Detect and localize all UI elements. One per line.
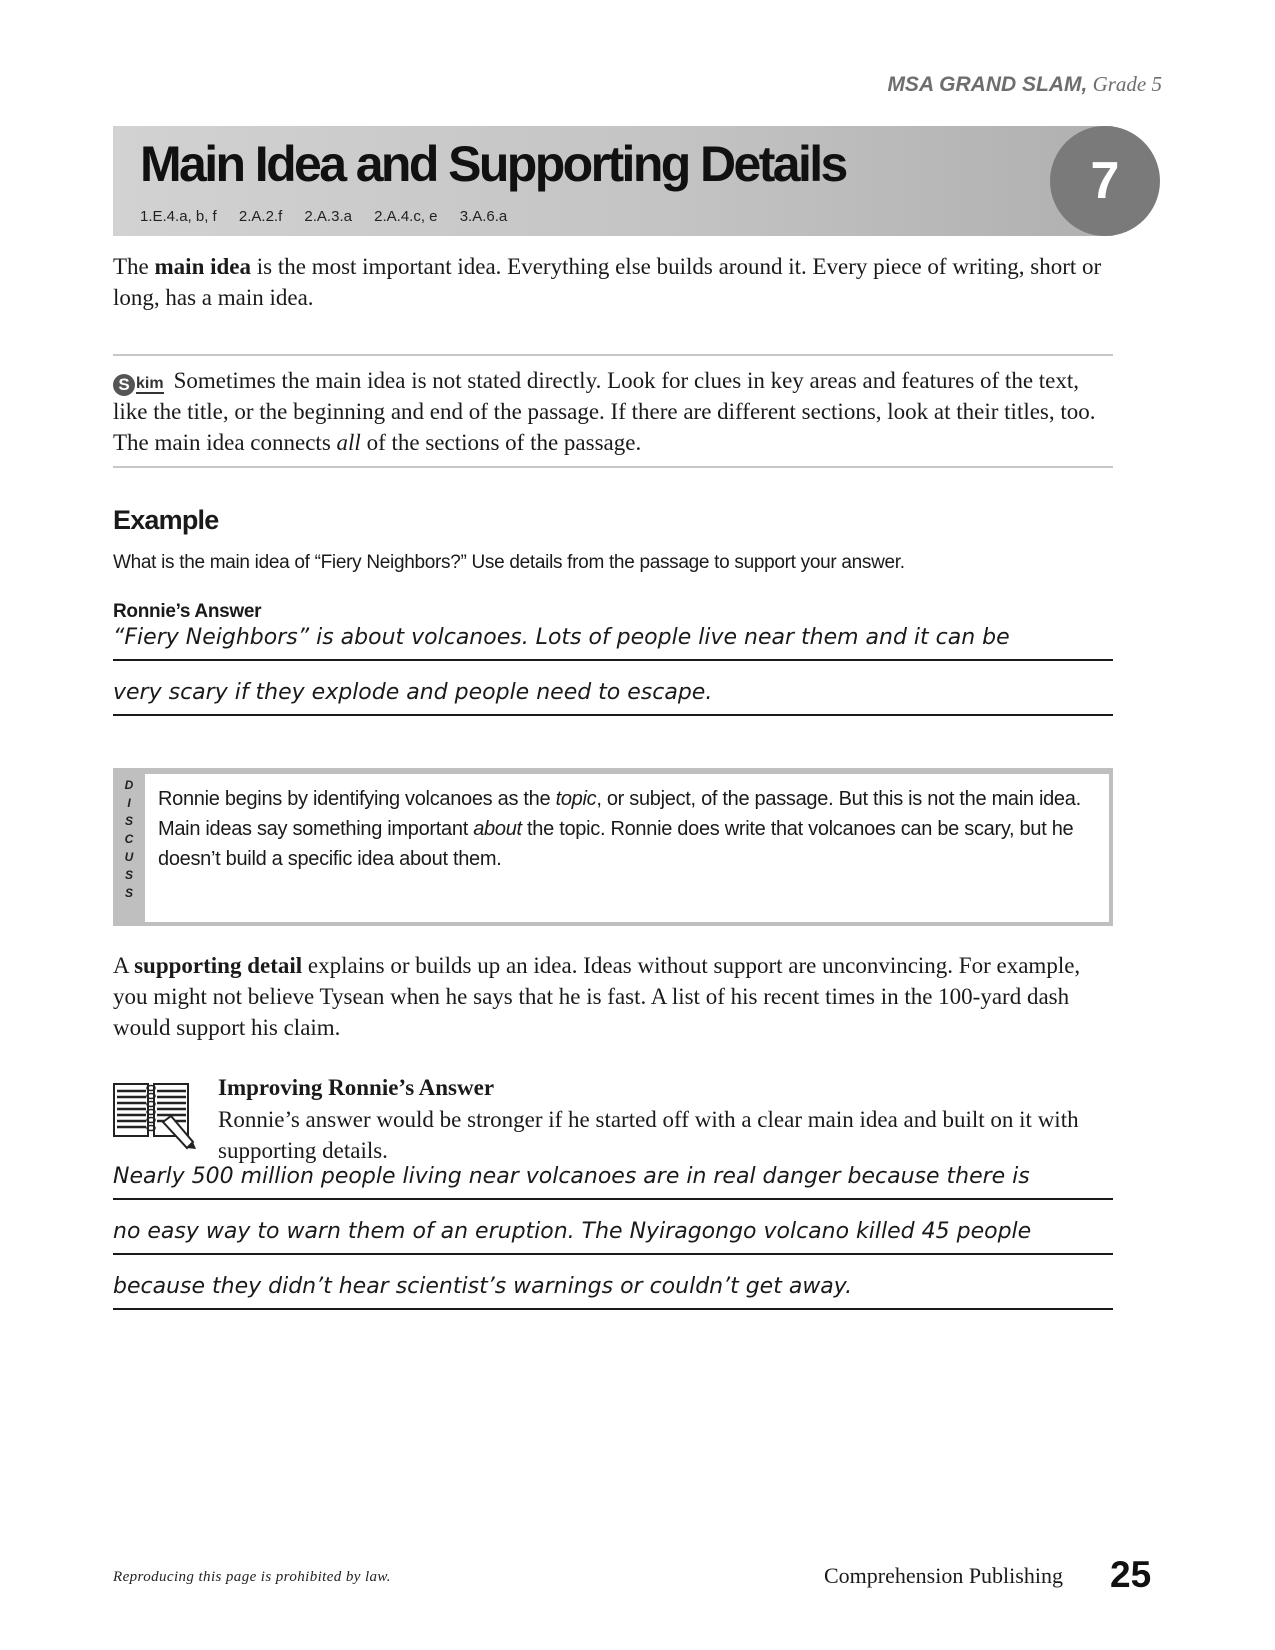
example-question: What is the main idea of “Fiery Neighbors?” Use details from the passage to support your answer. (113, 552, 905, 573)
skim-text: of the sections of the passage. (360, 430, 642, 455)
discuss-tab (113, 776, 145, 902)
discuss-letter: I (127, 796, 131, 810)
discuss-letter: S (124, 868, 133, 882)
supporting-detail-paragraph (113, 950, 1118, 1043)
discuss-letter: U (124, 850, 134, 864)
notebook-pencil-icon (113, 1078, 197, 1150)
supporting-detail-term: supporting detail (134, 953, 303, 978)
standard-code: 2.A.2.f (238, 208, 283, 225)
divider (113, 354, 1113, 356)
skim-icon (113, 374, 164, 396)
standard-code: 3.A.6.a (459, 208, 508, 225)
improved-answer-line: because they didn’t hear scientist’s warnings or couldn’t get away. (113, 1270, 1113, 1310)
skim-text: Sometimes the main idea is not stated directly. Look for clues in key areas and features of the text, like the title, or the beginning and end of the passage. If there are different sections, look at their titles, too. The main idea connects (113, 368, 1096, 455)
standard-code: 1.E.4.a, b, f (140, 208, 217, 225)
ronnie-answer-line: “Fiery Neighbors” is about volcanoes. Lots of people live near them and it can be (113, 621, 1113, 661)
discuss-emphasis: topic (555, 788, 597, 810)
example-heading: Example (113, 505, 219, 535)
publisher-name: Comprehension Publishing (824, 1563, 1063, 1588)
improved-answer-line: no easy way to warn them of an eruption. The Nyiragongo volcano killed 45 people (113, 1215, 1113, 1255)
skim-badge-text: kim (136, 374, 164, 392)
running-header (887, 72, 1162, 97)
discuss-emphasis: about (473, 818, 522, 840)
copyright-notice: Reproducing this page is prohibited by law. (113, 1569, 391, 1585)
standard-code: 2.A.3.a (304, 208, 352, 225)
supporting-text: A (113, 953, 135, 978)
discuss-letter: S (124, 814, 133, 828)
intro-paragraph (113, 251, 1113, 313)
series-title: MSA GRAND SLAM, (887, 73, 1088, 96)
divider (113, 466, 1113, 468)
answer-label: Ronnie’s Answer (113, 601, 262, 622)
ronnie-answer-line: very scary if they explode and people need to escape. (113, 676, 1113, 716)
discuss-text-part: the topic. Ronnie does write that volcanoes can be scary, but he doesn’t build a specific idea about them. (158, 818, 1074, 870)
discuss-letter: D (124, 778, 134, 792)
discuss-text (158, 784, 1103, 874)
page-number: 25 (1110, 1554, 1152, 1595)
improving-title: Improving Ronnie’s Answer (218, 1075, 495, 1100)
main-idea-term: main idea (154, 254, 251, 279)
chapter-number-badge: 7 (1050, 126, 1160, 236)
intro-text: The (113, 254, 155, 279)
improving-body: Ronnie’s answer would be stronger if he started off with a clear main idea and built on it with supporting details. (218, 1107, 1079, 1163)
skim-emphasis: all (336, 430, 361, 455)
chapter-title: Main Idea and Supporting Details (140, 136, 846, 192)
standards-list (140, 208, 525, 225)
skim-tip (113, 365, 1118, 458)
grade-label: Grade 5 (1092, 72, 1162, 96)
discuss-letter: S (124, 886, 133, 900)
skim-badge-letter: S (113, 374, 135, 396)
improved-answer-line: Nearly 500 million people living near volcanoes are in real danger because there is (113, 1160, 1113, 1200)
discuss-letter: C (124, 832, 134, 846)
intro-text: is the most important idea. Everything else builds around it. Every piece of writing, short or long, has a main idea. (113, 254, 1102, 310)
standard-code: 2.A.4.c, e (374, 208, 438, 225)
supporting-text: explains or builds up an idea. Ideas without support are unconvincing. For example, you might not believe Tysean when he says that he is fast. A list of his recent times in the 100-yard dash would support his claim. (113, 953, 1081, 1040)
discuss-text-part: , or subject, of the passage. But this is not the main idea. Main ideas say something important (158, 788, 1081, 840)
discuss-text-part: Ronnie begins by identifying volcanoes as the (158, 788, 556, 810)
